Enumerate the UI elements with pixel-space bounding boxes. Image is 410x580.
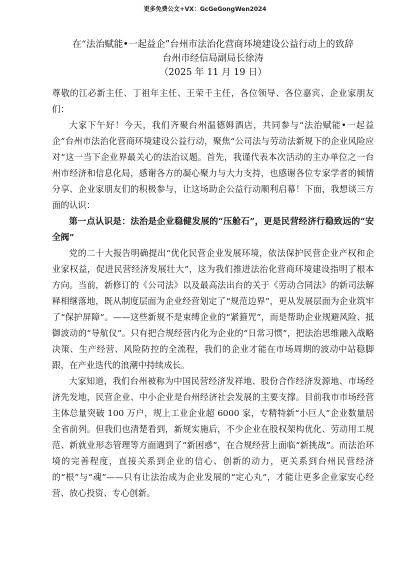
salutation: 尊敬的江必新主任、丁祖年主任、王荣千主任，各位领导、各位嘉宾、企业家朋友们： [52,89,374,115]
section-heading-1: 第一点认识是：法治是企业稳健发展的“压舱石”，更是民营经济行稳致远的“安全阀” [52,217,374,243]
top-note: 更多免费公文+VX：GcGeGongWen2024 [143,6,267,13]
paragraph-3: 大家知道，我们台州被称为中国民营经济发祥地、股份合作经济发源地、市场经济先发地，民营企业、中小企业是台州经济社会发展的主要支撑。目前我市市场经营主体总量突破 100 万户，规上工业企业超 6000 家，专精特新“小巨人”企业数量居全省前列。但我们也清楚看到，新规实施后，不少企业在股权架构优化、劳动用工规范、新就业形态管理等方面遇到了“新困惑”，在合规经营上面临“新挑战”。而法治环境的完善程度，直接关系到企业的信心、创新的动力，更关系到台州民营经济的“根”与“魂”——只有让法治成为企业发展的“定心丸”，才能让更多企业家安心经营、放心投资、专心创新。 [52,377,374,499]
speech-title: 在“法治赋能•一起益企”台州市法治化营商环境建设公益行动上的致辞 [72,39,354,50]
speech-date: （2025 年 11 月 19 日） [159,67,267,78]
document-body [52,38,374,502]
speaker-line: 台州市经信局副局长徐涛 [162,53,264,64]
paragraph-1: 大家下午好！今天，我们齐聚台州温德姆酒店，共同参与“法治赋能•一起益企”台州市法治化营商环境建设公益行动，聚焦“公司法与劳动法新规下的企业风险应对”这一当下企业界最关心的法治议题。首先，我谨代表本次活动的主办单位之一台州市经济和信息化局，感谢各方的凝心聚力与大力支持，也感谢各位专家学者的倾情分享、企业家朋友们的积极参与，让这场助企公益行动顺利启幕！下面，我想谈三方面的认识： [52,121,374,211]
paragraph-2: 党的二十大报告明确提出“优化民营企业发展环境，依法保护民营企业产权和企业家权益，促进民营经济发展壮大”，这为我们推进法治化营商环境建设指明了根本方向。当前，新修订的《公司法》以及最高法出台的关于《劳动合同法》的新司法解释相继落地，既从制度层面为企业经营划定了“规范边界”，更从发展层面为企业筑牢了“保护屏障”。——这些新规不是束缚企业的“紧箍咒”，而是帮助企业规避风险、抵御波动的“导航仪”。只有把合规经营内化为企业的“日常习惯”，把法治思维融入战略决策、生产经营、风险防控的全流程，我们的企业才能在市场周期的波动中站稳脚跟，在产业迭代的浪潮中持续成长。 [52,249,374,371]
